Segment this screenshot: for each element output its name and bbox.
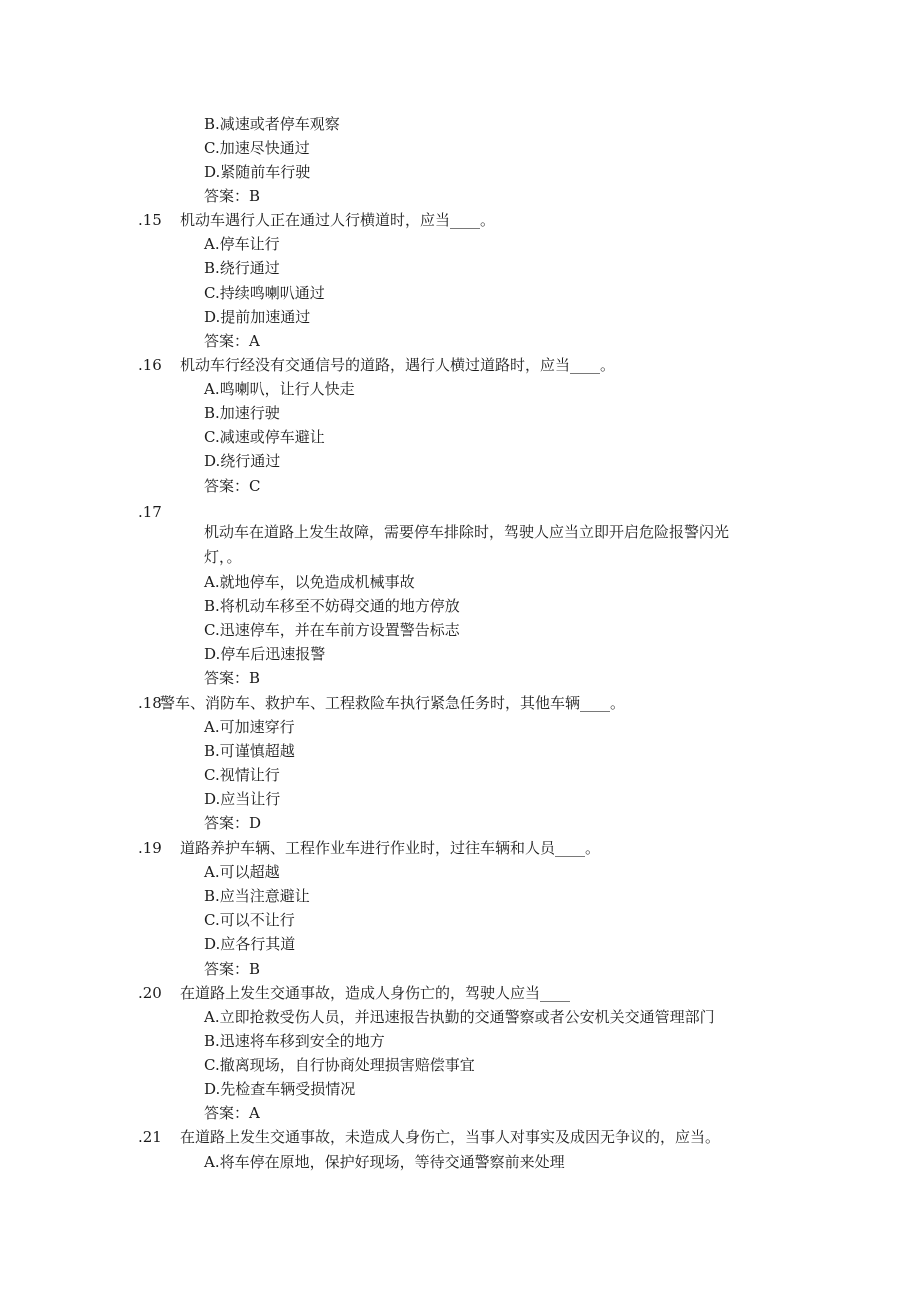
answer: 答案：B <box>204 960 261 978</box>
option: B.减速或者停车观察 <box>204 115 340 133</box>
question-text: 警车、消防车、救护车、工程救险车执行紧急任务时，其他车辆____。 <box>160 694 626 712</box>
option: D.停车后迅速报警 <box>204 645 326 663</box>
answer: 答案：A <box>204 332 260 350</box>
option: A.鸣喇叭，让行人快走 <box>204 380 355 398</box>
answer: 答案：A <box>204 1104 260 1122</box>
option: A.停车让行 <box>204 235 280 253</box>
option: C.可以不让行 <box>204 911 295 929</box>
option: C.撤离现场，自行协商处理损害赔偿事宜 <box>204 1056 475 1074</box>
option: B.将机动车移至不妨碍交通的地方停放 <box>204 597 460 615</box>
question-number: .15 <box>138 211 162 229</box>
option: D.紧随前车行驶 <box>204 163 311 181</box>
question-text: 机动车在道路上发生故障，需要停车排除时，驾驶人应当立即开启危险报警闪光 <box>204 523 730 541</box>
question-text: 在道路上发生交通事故，未造成人身伤亡，当事人对事实及成因无争议的，应当。 <box>180 1128 721 1146</box>
option: A.立即抢救受伤人员，并迅速报告执勤的交通警察或者公安机关交通管理部门 <box>204 1008 715 1026</box>
question-number: .16 <box>138 356 162 374</box>
option: A.就地停车，以免造成机械事故 <box>204 573 415 591</box>
option: A.可加速穿行 <box>204 718 295 736</box>
option: D.提前加速通过 <box>204 308 311 326</box>
option: B.绕行通过 <box>204 259 280 277</box>
option: C.加速尽快通过 <box>204 139 310 157</box>
answer: 答案：C <box>204 477 261 495</box>
option: C.持续鸣喇叭通过 <box>204 284 325 302</box>
option: B.迅速将车移到安全的地方 <box>204 1032 385 1050</box>
option: B.应当注意避让 <box>204 887 310 905</box>
answer: 答案：D <box>204 814 262 832</box>
question-number: .21 <box>138 1128 162 1146</box>
question-number: .19 <box>138 839 162 857</box>
answer: 答案：B <box>204 187 261 205</box>
question-number: .17 <box>138 503 162 521</box>
question-number: .20 <box>138 984 162 1002</box>
question-text: 机动车行经没有交通信号的道路，遇行人横过道路时，应当____。 <box>180 356 616 374</box>
question-text: 在道路上发生交通事故，造成人身伤亡的，驾驶人应当____ <box>180 984 571 1002</box>
option: A.将车停在原地，保护好现场，等待交通警察前来处理 <box>204 1153 565 1171</box>
option: A.可以超越 <box>204 863 280 881</box>
option: C.迅速停车，并在车前方设置警告标志 <box>204 621 460 639</box>
option: B.加速行驶 <box>204 404 280 422</box>
option: D.先检查车辆受损情况 <box>204 1080 356 1098</box>
answer: 答案：B <box>204 669 261 687</box>
question-text: 道路养护车辆、工程作业车进行作业时，过往车辆和人员____。 <box>180 839 601 857</box>
question-text: 机动车遇行人正在通过人行横道时，应当____。 <box>180 211 496 229</box>
option: C.视情让行 <box>204 766 280 784</box>
option: D.应当让行 <box>204 790 281 808</box>
question-text: 灯，。 <box>204 548 242 566</box>
option: B.可谨慎超越 <box>204 742 295 760</box>
option: D.应各行其道 <box>204 935 296 953</box>
option: C.减速或停车避让 <box>204 428 325 446</box>
question-number: .18 <box>138 694 162 712</box>
option: D.绕行通过 <box>204 452 281 470</box>
